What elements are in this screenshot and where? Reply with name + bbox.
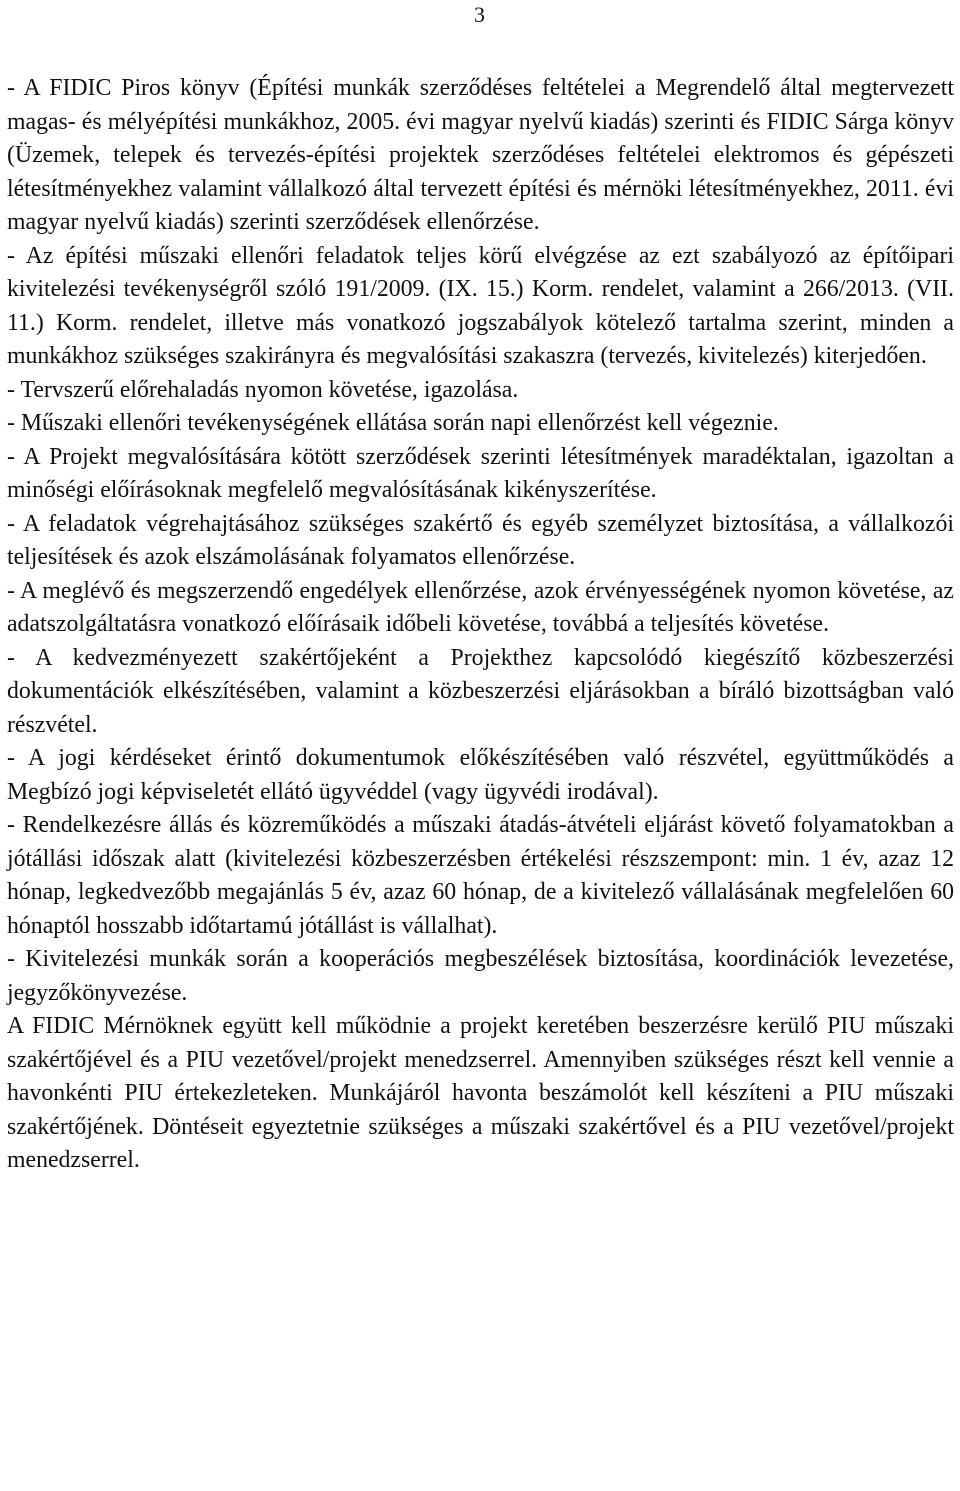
paragraph-technical-supervision: - Az építési műszaki ellenőri feladatok teljes körű elvégzése az ezt szabályozó az építőipari kivitelezési tevékenységről szóló 191/2009. (IX. 15.) Korm. rendelet, valamint a 266/2013. (VII. 11.) Korm. rendelet, illetve más vonatkozó jogszabályok kötelező tartalma szerint, minden a munkákhoz szükséges szakirányra és megvalósítási szakaszra (tervezés, kivitelezés) kiterjedően. bbox=[7, 242, 954, 369]
page-number: 3 bbox=[474, 2, 485, 27]
paragraph-quality-enforcement: - A Projekt megvalósítására kötött szerződések szerinti létesítmények maradéktalan, igazoltan a minőségi előírásoknak megfelelő megvalósításának kikényszerítése. bbox=[7, 443, 954, 503]
document-body bbox=[7, 72, 954, 1178]
paragraph-warranty: - Rendelkezésre állás és közreműködés a műszaki átadás-átvételi eljárást követő folyamatokban a jótállási időszak alatt (kivitelezési közbeszerzésben értékelési részszempont: min. 1 év, azaz 12 hónap, legkedvezőbb megajánlás 5 év, azaz 60 hónap, de a kivitelező vállalásának megfelelően 60 hónaptól hosszabb időtartamú jótállást is vállalhat). bbox=[7, 812, 954, 939]
paragraph-legal: - A jogi kérdéseket érintő dokumentumok előkészítésében való részvétel, együttműködés a Megbízó jogi képviseletét ellátó ügyvéddel (vagy ügyvédi irodával). bbox=[7, 745, 954, 805]
paragraph-fidic-contracts: - A FIDIC Piros könyv (Építési munkák szerződéses feltételei a Megrendelő által megtervezett magas- és mélyépítési munkákhoz, 2005. évi magyar nyelvű kiadás) szerinti és FIDIC Sárga könyv (Üzemek, telepek és tervezés-építési projektek szerződéses feltételei elektromos és gépészeti létesítményekhez valamint vállalkozó által tervezett építési és mérnöki létesítményekhez, 2011. évi magyar nyelvű kiadás) szerinti szerződések ellenőrzése. bbox=[7, 75, 954, 235]
paragraph-daily-inspection: - Műszaki ellenőri tevékenységének ellátása során napi ellenőrzést kell végeznie. bbox=[7, 410, 779, 436]
paragraph-progress-tracking: - Tervszerű előrehaladás nyomon követése, igazolása. bbox=[7, 376, 519, 403]
paragraph-staffing: - A feladatok végrehajtásához szükséges szakértő és egyéb személyzet biztosítása, a vállalkozói teljesítések és azok elszámolásának folyamatos ellenőrzése. bbox=[7, 510, 954, 570]
paragraph-coordination: - Kivitelezési munkák során a kooperációs megbeszélések biztosítása, koordinációk levezetése, jegyzőkönyvezése. bbox=[7, 946, 954, 1006]
paragraph-procurement: - A kedvezményezett szakértőjeként a Projekthez kapcsolódó kiegészítő közbeszerzési dokumentációk elkészítésében, valamint a közbeszerzési eljárásokban a bíráló bizottságban való részvétel. bbox=[7, 644, 954, 738]
paragraph-permits: - A meglévő és megszerzendő engedélyek ellenőrzése, azok érvényességének nyomon követése, az adatszolgáltatásra vonatkozó előírásaik időbeli követése, továbbá a teljesítés követése. bbox=[7, 577, 954, 637]
paragraph-piu-cooperation: A FIDIC Mérnöknek együtt kell működnie a projekt keretében beszerzésre kerülő PIU műszaki szakértőjével és a PIU vezetővel/projekt menedzserrel. Amennyiben szükséges részt kell vennie a havonkénti PIU értekezleteken. Munkájáról havonta beszámolót kell készíteni a PIU műszaki szakértőjének. Döntéseit egyeztetnie szükséges a műszaki szakértővel és a PIU vezetővel/projekt menedzserrel. bbox=[7, 1013, 954, 1173]
